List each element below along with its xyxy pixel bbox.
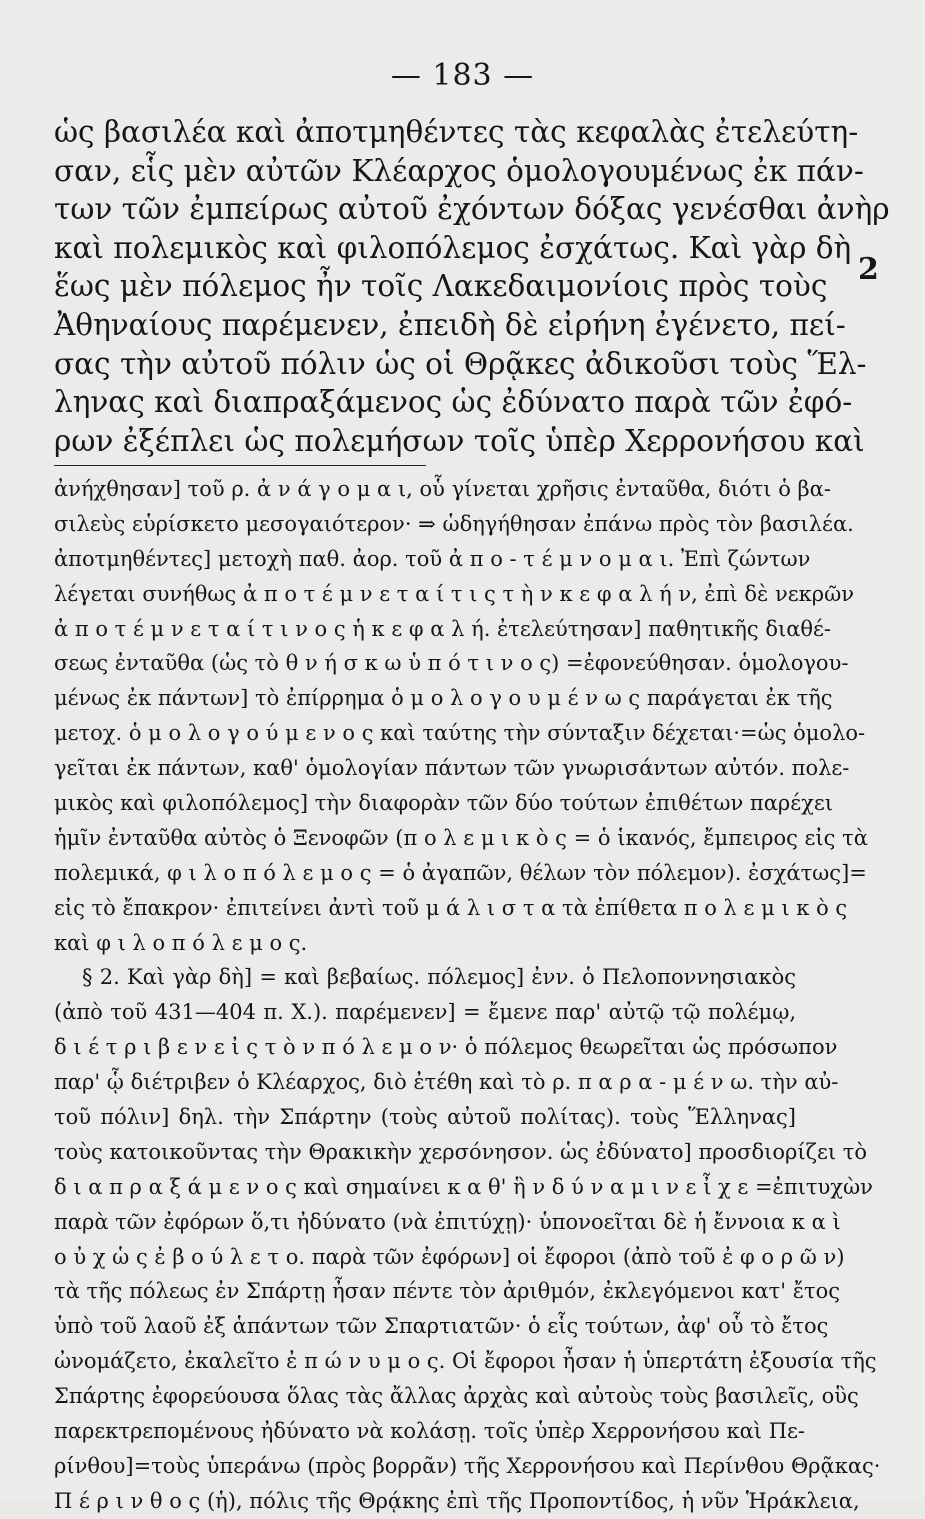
main-text-line: ἕως μὲν πόλεμος ἦν τοῖς Λακεδαιμονίοις πρὸς τοὺς xyxy=(54,269,828,304)
main-text-line: ληνας καὶ διαπραξάμενος ὡς ἐδύνατο παρὰ τῶν ἐφό- xyxy=(54,385,853,420)
main-text-line: Ἀθηναίους παρέμενεν, ἐπειδὴ δὲ εἰρήνη ἐγένετο, πεί- xyxy=(54,307,846,342)
main-text xyxy=(54,113,890,460)
note-line: τοῦ πόλιν] δηλ. τὴν Σπάρτην (τοὺς αὐτοῦ πολίτας). τοὺς Ἕλληνας] xyxy=(54,1105,796,1130)
note-line: μένως ἐκ πάντων] τὸ ἐπίρρημα ὁ μ ο λ ο γ ο υ μ έ ν ω ς παράγεται ἐκ τῆς xyxy=(54,686,833,711)
note-line: δ ι α π ρ α ξ ά μ ε ν ο ς καὶ σημαίνει κ α θ' ἣ ν δ ύ ν α μ ι ν ε ἶ χ ε =ἐπιτυχὼν xyxy=(54,1174,873,1199)
page-number: — 183 — xyxy=(390,58,535,93)
note-line: πολεμικά, φ ι λ ο π ό λ ε μ ο ς = ὁ ἀγαπῶν, θέλων τὸν πόλεμον). ἐσχάτως]= xyxy=(54,860,867,885)
note-line: παρεκτρεπομένους ἠδύνατο νὰ κολάσῃ. τοῖς ὑπὲρ Χερρονήσου καὶ Πε- xyxy=(54,1419,806,1444)
note-line: ο ὐ χ ὡ ς ἐ β ο ύ λ ε τ ο. παρὰ τῶν ἐφόρων] οἱ ἔφοροι (ἀπὸ τοῦ ἐ φ ο ρ ῶ ν) xyxy=(54,1244,845,1269)
main-text-line: ὡς βασιλέα καὶ ἀποτμηθέντες τὰς κεφαλὰς ἐτελεύτη- xyxy=(54,115,859,149)
note-line: καὶ φ ι λ ο π ό λ ε μ ο ς. xyxy=(54,930,308,955)
note-line: εἰς τὸ ἔπακρον· ἐπιτείνει ἀντὶ τοῦ μ ά λ ι σ τ α τὰ ἐπίθετα π ο λ ε μ ι κ ὸ ς xyxy=(54,895,848,920)
note-line: ρίνθου]=τοὺς ὑπεράνω (πρὸς βορρᾶν) τῆς Χερρονήσου καὶ Περίνθου Θρᾷκας· xyxy=(54,1453,881,1478)
note-line: (ἀπὸ τοῦ 431—404 π. Χ.). παρέμενεν] = ἔμενε παρ' αὐτῷ τῷ πολέμῳ, xyxy=(54,1000,796,1025)
note-line: § 2. Καὶ γὰρ δὴ] = καὶ βεβαίως. πόλεμος] ἐνν. ὁ Πελοποννησιακὸς xyxy=(82,965,796,990)
main-text-line: των τῶν ἐμπείρως αὐτοῦ ἐχόντων δόξας γενέσθαι ἀνὴρ xyxy=(54,192,890,227)
main-text-line: καὶ πολεμικὸς καὶ φιλοπόλεμος ἐσχάτως. Καὶ γὰρ δὴ xyxy=(54,230,852,265)
note-line: παρὰ τῶν ἐφόρων ὅ,τι ἠδύνατο (νὰ ἐπιτύχῃ)· ὑπονοεῖται δὲ ἡ ἔννοια κ α ὶ xyxy=(54,1209,841,1234)
note-line: μετοχ. ὁ μ ο λ ο γ ο ύ μ ε ν ο ς καὶ ταύτης τὴν σύνταξιν δέχεται·=ὡς ὁμολο- xyxy=(54,721,866,746)
note-line: ἀ π ο τ έ μ ν ε τ α ί τ ι ν ο ς ἡ κ ε φ α λ ή. ἐτελεύτησαν] παθητικῆς διαθέ- xyxy=(54,616,831,641)
note-line: ὑπὸ τοῦ λαοῦ ἐξ ἁπάντων τῶν Σπαρτιατῶν· ὁ εἷς τούτων, ἀφ' οὗ τὸ ἔτος xyxy=(54,1314,829,1339)
note-line: ὠνομάζετο, ἐκαλεῖτο ἐ π ώ ν υ μ ο ς. Οἱ ἔφοροι ἦσαν ἡ ὑπερτάτη ἐξουσία τῆς xyxy=(54,1349,877,1374)
note-line: σιλεὺς εὑρίσκετο μεσογαιότερον· ⇒ ὡδηγήθησαν ἐπάνω πρὸς τὸν βασιλέα. xyxy=(54,511,854,536)
note-line: τοὺς κατοικοῦντας τὴν Θρακικὴν χερσόνησον. ὡς ἐδύνατο] προσδιορίζει τὸ xyxy=(54,1139,868,1164)
commentary-notes xyxy=(54,472,881,1519)
note-line: τὰ τῆς πόλεως ἐν Σπάρτῃ ἦσαν πέντε τὸν ἀριθμόν, ἐκλεγόμενοι κατ' ἔτος xyxy=(54,1279,841,1304)
note-line: ἀποτμηθέντες] μετοχὴ παθ. ἀορ. τοῦ ἀ π ο - τ έ μ ν ο μ α ι. Ἐπὶ ζώντων xyxy=(54,546,811,571)
note-line: λέγεται συνήθως ἀ π ο τ έ μ ν ε τ α ί τ ι ς τ ὴ ν κ ε φ α λ ή ν, ἐπὶ δὲ νεκρῶν xyxy=(54,581,855,606)
main-text-line: ρων ἐξέπλει ὡς πολεμήσων τοῖς ὑπὲρ Χερρονήσου καὶ xyxy=(54,423,865,458)
note-line: Π έ ρ ι ν θ ο ς (ἡ), πόλις τῆς Θρᾴκης ἐπὶ τῆς Προποντίδος, ἡ νῦν Ἡράκλεια, xyxy=(54,1488,860,1513)
footnote-divider xyxy=(54,465,426,466)
note-line: ἀνήχθησαν] τοῦ ρ. ἀ ν ά γ ο μ α ι, οὗ γίνεται χρῆσις ἐνταῦθα, διότι ὁ βα- xyxy=(54,477,831,501)
note-line: γεῖται ἐκ πάντων, καθ' ὁμολογίαν πάντων τῶν γνωρισάντων αὐτόν. πολε- xyxy=(54,756,850,781)
note-line: παρ' ᾧ διέτριβεν ὁ Κλέαρχος, διὸ ἐτέθη καὶ τὸ ρ. π α ρ α - μ έ ν ω. τὴν αὐ- xyxy=(54,1070,839,1095)
note-line: ἡμῖν ἐνταῦθα αὐτὸς ὁ Ξενοφῶν (π ο λ ε μ ι κ ὸ ς = ὁ ἱκανός, ἔμπειρος εἰς τὰ xyxy=(54,825,868,850)
main-text-line: σας τὴν αὐτοῦ πόλιν ὡς οἱ Θρᾷκες ἀδικοῦσι τοὺς Ἕλ- xyxy=(54,346,867,381)
note-line: Σπάρτης ἐφορεύουσα ὅλας τὰς ἄλλας ἀρχὰς καὶ αὐτοὺς τοὺς βασιλεῖς, οὓς xyxy=(54,1384,859,1409)
note-line: δ ι έ τ ρ ι β ε ν ε ἰ ς τ ὸ ν π ό λ ε μ ο ν· ὁ πόλεμος θεωρεῖται ὡς πρόσωπον xyxy=(54,1035,838,1060)
main-text-line: σαν, εἷς μὲν αὐτῶν Κλέαρχος ὁμολογουμένως ἐκ πάν- xyxy=(54,153,864,188)
note-line: μικὸς καὶ φιλοπόλεμος] τὴν διαφορὰν τῶν δύο τούτων ἐπιθέτων παρέχει xyxy=(54,791,833,816)
section-marker: 2 xyxy=(858,252,879,287)
note-line: σεως ἐνταῦθα (ὡς τὸ θ ν ή σ κ ω ὑ π ό τ ι ν ο ς) =ἐφονεύθησαν. ὁμολογου- xyxy=(54,651,849,676)
